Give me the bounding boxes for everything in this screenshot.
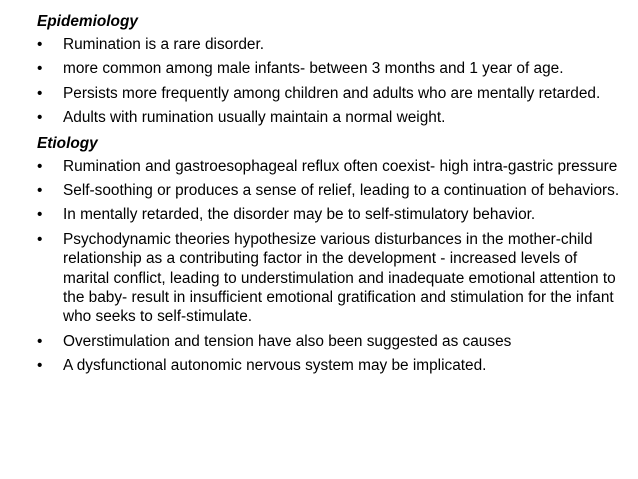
list-item (37, 181, 627, 200)
list-item (37, 356, 627, 375)
bullet-icon: • (37, 157, 43, 175)
bullet-icon: • (37, 206, 43, 224)
list-item-text: A dysfunctional autonomic nervous system may be implicated. (63, 357, 487, 375)
bullet-icon: • (37, 332, 43, 350)
etiology-list (37, 157, 627, 376)
bullet-icon: • (37, 109, 43, 127)
epidemiology-list (37, 35, 627, 128)
epidemiology-heading: Epidemiology (37, 13, 138, 30)
list-item-text: Adults with rumination usually maintain a normal weight. (63, 109, 446, 127)
bullet-icon: • (37, 357, 43, 375)
list-item (37, 108, 627, 127)
list-item (37, 35, 627, 54)
bullet-icon: • (37, 182, 43, 200)
etiology-heading: Etiology (37, 134, 98, 152)
list-item-text: Overstimulation and tension have also been suggested as causes (63, 332, 512, 350)
bullet-icon: • (37, 60, 43, 78)
list-item (37, 157, 627, 176)
list-item (37, 84, 627, 103)
slide-content (37, 12, 627, 381)
bullet-icon: • (37, 230, 43, 248)
list-item-text: Rumination is a rare disorder. (63, 36, 265, 53)
bullet-icon: • (37, 36, 43, 53)
list-item-text: In mentally retarded, the disorder may be to self-stimulatory behavior. (63, 206, 536, 224)
bullet-icon: • (37, 84, 43, 102)
list-item (37, 230, 627, 327)
list-item (37, 59, 627, 78)
list-item (37, 332, 627, 351)
list-item (37, 205, 627, 224)
list-item-text: Self-soothing or produces a sense of relief, leading to a continuation of behaviors. (63, 182, 620, 200)
list-item-text: Psychodynamic theories hypothesize various disturbances in the mother-child relationship as a contributing factor in the development - increased levels of marital conflict, leading to understimulation and inadequate emotional attention to the baby- result in insufficient emotional gratification and stimulation for the infant who seeks to self-stimulate. (63, 230, 616, 326)
list-item-text: Persists more frequently among children and adults who are mentally retarded. (63, 84, 601, 102)
list-item-text: Rumination and gastroesophageal reflux often coexist- high intra-gastric pressure (63, 157, 618, 175)
list-item-text: more common among male infants- between 3 months and 1 year of age. (63, 60, 564, 78)
